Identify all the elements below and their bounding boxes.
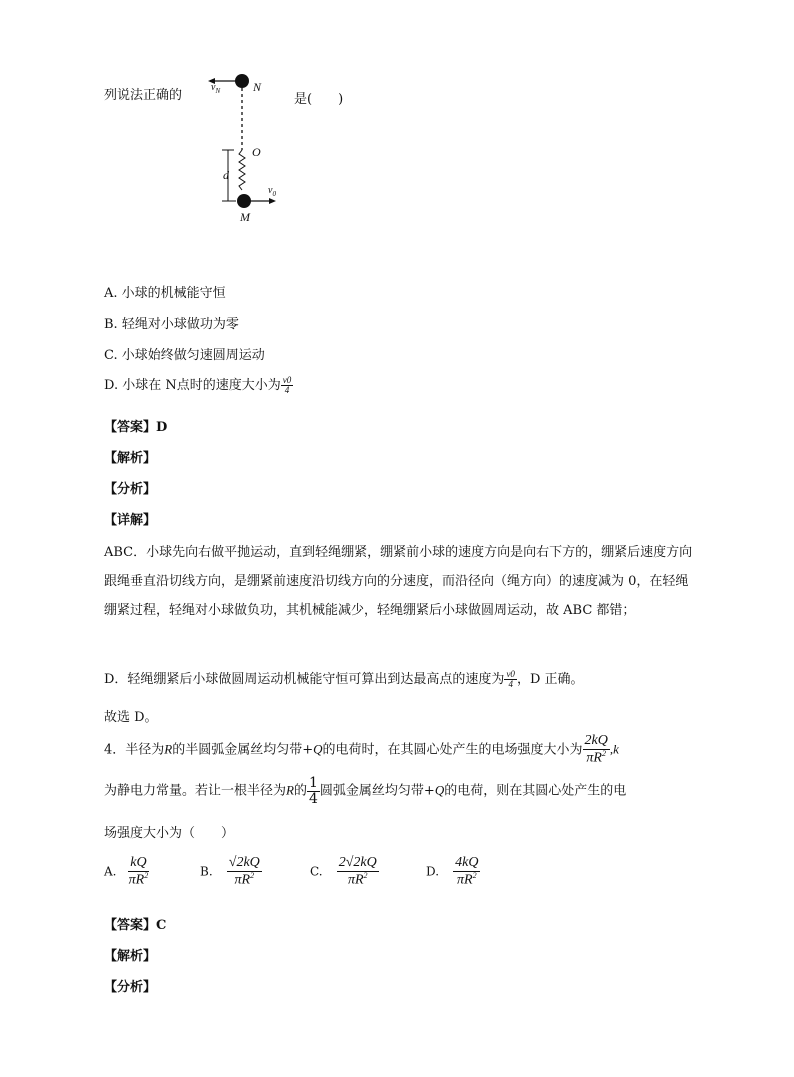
q4-line1-d: ,k: [609, 741, 619, 757]
q4-charge-symbol: Q: [313, 741, 323, 757]
spring-coil: [239, 150, 245, 190]
label-d: d: [223, 168, 229, 182]
q3-explanation-d-fraction: [504, 670, 517, 690]
q3-stem-left: 列说法正确的: [104, 88, 183, 103]
q4-choice-c-den: $\pi R^2$: [347, 870, 368, 888]
q4-choice-b-fraction: [227, 856, 262, 888]
q4-choice-d-label: D.: [426, 864, 440, 879]
q4-answer: 【答案】C: [104, 918, 167, 933]
q3-analysis-heading: 【解析】: [104, 451, 157, 466]
q4-line2-d: 的电荷，则在其圆心处产生的电: [444, 783, 627, 799]
ball-n: [235, 74, 249, 88]
q4-choice-b-num: √2kQ: [228, 855, 260, 870]
q4-charge-symbol-2: Q: [434, 782, 445, 798]
ball-m: [237, 194, 251, 208]
option-a: A. 小球的机械能守恒: [104, 286, 226, 301]
option-b: B. 轻绳对小球做功为零: [104, 317, 239, 332]
q4-quarter-den: 4: [308, 790, 318, 807]
q3-explanation-d: [104, 668, 584, 689]
option-d-text: D. 小球在 N点时的速度大小为: [104, 378, 281, 393]
label-v0: $v_0$: [268, 185, 276, 198]
q3-detail-heading: 【详解】: [104, 513, 157, 528]
q4-choice-a: [104, 856, 150, 888]
q3-explanation-d-pre: D．轻绳绷紧后小球做圆周运动机械能守恒可算出到达最高点的速度为: [104, 672, 505, 687]
label-m: M: [240, 210, 250, 224]
q4-line1: [104, 734, 619, 766]
q4-radius-symbol: R: [164, 741, 173, 757]
q3-answer: 【答案】D: [104, 420, 168, 435]
option-d: [104, 374, 293, 395]
q4-radius-symbol-2: R: [286, 782, 294, 798]
option-d-frac-den: 4: [284, 385, 290, 395]
q4-line2-c: 圆弧金属丝均匀带+: [319, 783, 435, 799]
q4-choice-b-den: $\pi R^2$: [234, 870, 255, 888]
q4-fenxi-heading: 【分析】: [104, 980, 157, 995]
q4-choice-c-fraction: [337, 856, 379, 888]
q4-choice-d-fraction: [453, 856, 480, 888]
q4-choice-c-num: 2√2kQ: [338, 855, 377, 870]
q4-analysis-heading: 【解析】: [104, 949, 157, 964]
q4-choice-b-label: B.: [200, 864, 213, 879]
q4-line1-a: 4．半径为: [104, 742, 165, 758]
q4-field-fraction: [583, 734, 610, 766]
q4-field-frac-den: $\pi R^2$: [586, 748, 606, 766]
q4-choice-d-num: 4kQ: [455, 855, 479, 870]
q4-choice-a-num: kQ: [130, 855, 147, 870]
q4-line2: [104, 776, 626, 806]
q4-choice-d: [426, 856, 480, 888]
q3-explanation-frac-den: 4: [508, 679, 513, 689]
label-o: O: [252, 145, 261, 159]
q4-line2-b: 的: [293, 783, 307, 799]
q4-choice-d-den: $\pi R^2$: [457, 870, 477, 888]
q4-line3: 场强度大小为（ ）: [104, 826, 235, 841]
option-d-fraction: [281, 376, 294, 396]
q3-fenxi-heading: 【分析】: [104, 482, 157, 497]
q3-stem-right: 是( ): [294, 92, 344, 107]
q4-line1-b: 的半圆弧金属丝均匀带+: [172, 742, 314, 758]
q4-choice-a-den: $\pi R^2$: [128, 870, 149, 888]
label-n: N: [253, 80, 262, 94]
q4-line1-c: 的电荷时，在其圆心处产生的电场强度大小为: [322, 742, 583, 758]
q4-choice-c-label: C.: [310, 864, 323, 879]
q4-choice-a-label: A.: [104, 864, 117, 879]
q3-explanation-abc: ABC．小球先向右做平抛运动，直到轻绳绷紧，绷紧前小球的速度方向是向右下方的，绷紧后速度方向跟绳垂直沿切线方向，是绷紧前速度沿切线方向的分速度，而沿径向（绳方向）的速度减为 0，在轻绳绷紧过程，轻绳对小球做负功，其机械能减少，轻绳绷紧后小球做圆周运动，故 ABC 都错；: [104, 545, 693, 618]
q4-choice-a-fraction: [127, 856, 151, 888]
q4-quarter-fraction: [307, 776, 320, 806]
q4-quarter-num: 1: [308, 775, 318, 791]
q4-choice-c: [310, 856, 379, 888]
label-vn: $v_N$: [211, 82, 221, 95]
q3-explanation-frac-num: v0: [506, 668, 515, 679]
q3-conclusion: 故选 D。: [104, 710, 158, 725]
q4-choice-b: [200, 856, 262, 888]
velocity-0-arrowhead: [269, 198, 276, 204]
option-d-frac-num: v0: [282, 374, 292, 385]
option-c: C. 小球始终做匀速圆周运动: [104, 348, 265, 363]
q4-field-frac-num: 2kQ: [584, 733, 608, 748]
q3-explanation-d-post: ，D 正确。: [516, 672, 584, 687]
q4-line2-a: 为静电力常量。若让一根半径为: [104, 783, 287, 799]
